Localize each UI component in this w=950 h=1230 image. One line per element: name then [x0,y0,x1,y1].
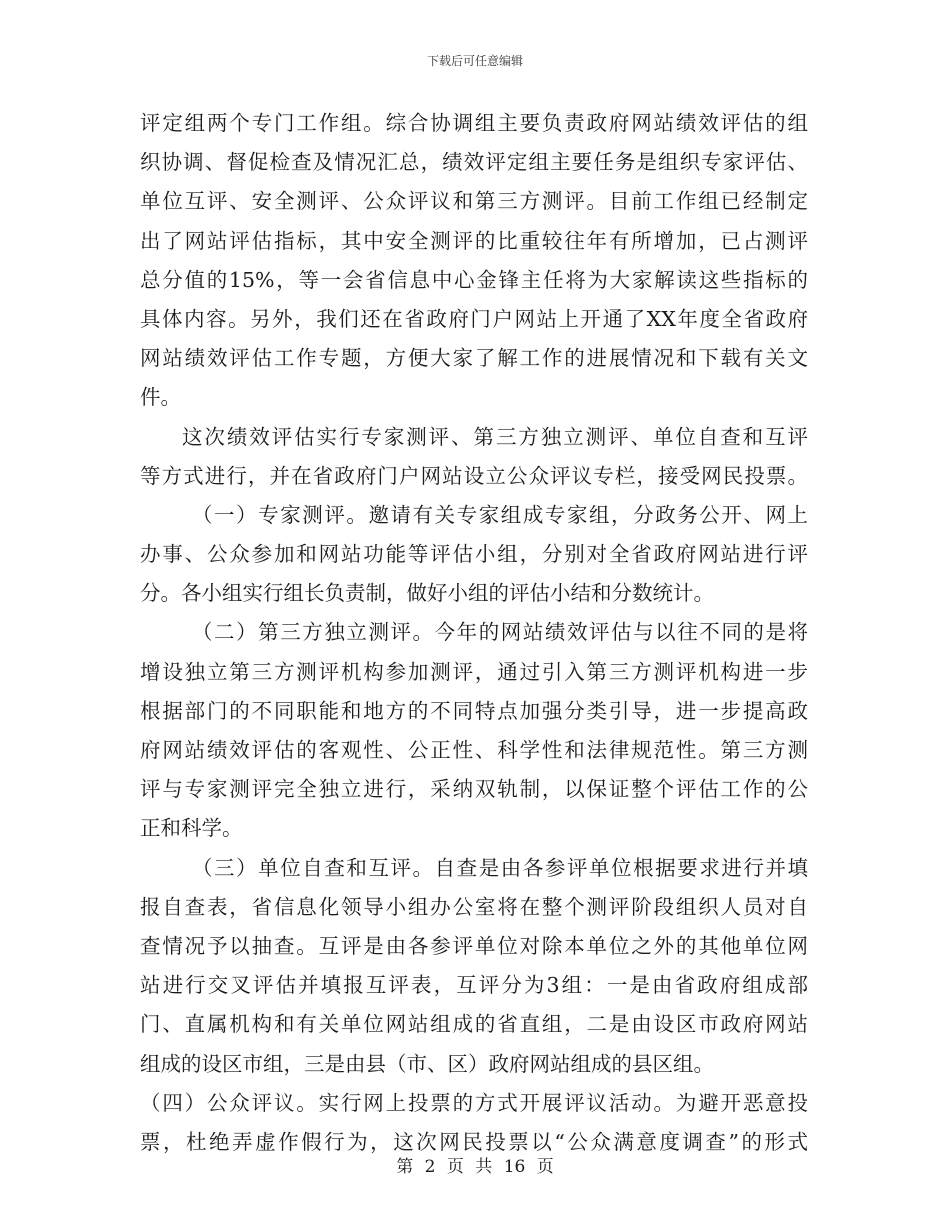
text-line: 网站绩效评估工作专题，方便大家了解工作的进展情况和下载有关文 [140,346,808,371]
text-line: 分。各小组实行组长负责制，做好小组的评估小结和分数统计。 [140,581,714,606]
text-line: 评定组两个专门工作组。综合协调组主要负责政府网站绩效评估的组 [140,111,808,135]
text-line: 门、直属机构和有关单位网站组成的省直组，二是由设区市政府网站 [140,1012,808,1037]
paragraph-first-line: 这次绩效评估实行专家测评、第三方独立测评、单位自查和互评 [182,424,808,449]
document-body [140,104,808,1162]
text-line: 增设独立第三方测评机构参加测评，通过引入第三方测评机构进一步 [140,659,808,684]
text-line: 单位互评、安全测评、公众评议和第三方测评。目前工作组已经制定 [140,189,808,214]
section-heading-line: （三）单位自查和互评。自查是由各参评单位根据要求进行并填 [192,855,808,880]
text-line: 府网站绩效评估的客观性、公正性、科学性和法律规范性。第三方测 [140,738,808,762]
text-line: 具体内容。另外，我们还在省政府门户网站上开通了XX年度全省政府 [140,306,808,331]
text-line: 织协调、督促检查及情况汇总，绩效评定组主要任务是组织专家评估、 [140,150,808,175]
text-line: 评与专家测评完全独立进行，采纳双轨制，以保证整个评估工作的公 [140,777,808,802]
section-heading-line: （一）专家测评。邀请有关专家组成专家组，分政务公开、网上 [192,502,808,527]
page-footer: 第 2 页 共 16 页 [396,1157,554,1177]
text-line: 总分值的15%，等一会省信息中心金锋主任将为大家解读这些指标的 [140,267,808,292]
text-line: 查情况予以抽查。互评是由各参评单位对除本单位之外的其他单位网 [140,933,808,958]
page-header: 下载后可任意编辑 [426,54,523,68]
text-line: 等方式进行，并在省政府门户网站设立公众评议专栏，接受网民投票。 [140,463,808,488]
text-line: 办事、公众参加和网站功能等评估小组，分别对全省政府网站进行评 [140,542,808,567]
text-line: 根据部门的不同职能和地方的不同特点加强分类引导，进一步提高政 [140,698,808,723]
text-line: 站进行交叉评估并填报互评表，互评分为3组：一是由省政府组成部 [140,973,808,998]
text-line: 报自查表，省信息化领导小组办公室将在整个测评阶段组织人员对自 [140,894,808,919]
section-heading-line: （二）第三方独立测评。今年的网站绩效评估与以往不同的是将 [192,620,808,645]
text-line: 组成的设区市组，三是由县（市、区）政府网站组成的县区组。 [140,1051,714,1076]
text-line: 票，杜绝弄虚作假行为，这次网民投票以“公众满意度调查”的形式 [140,1129,808,1154]
text-line: 正和科学。 [140,816,243,841]
section-heading-line: （四）公众评议。实行网上投票的方式开展评议活动。为避开恶意投 [140,1090,808,1115]
text-line: 件。 [140,385,181,410]
text-line: 出了网站评估指标，其中安全测评的比重较往年有所增加，已占测评 [140,228,808,253]
